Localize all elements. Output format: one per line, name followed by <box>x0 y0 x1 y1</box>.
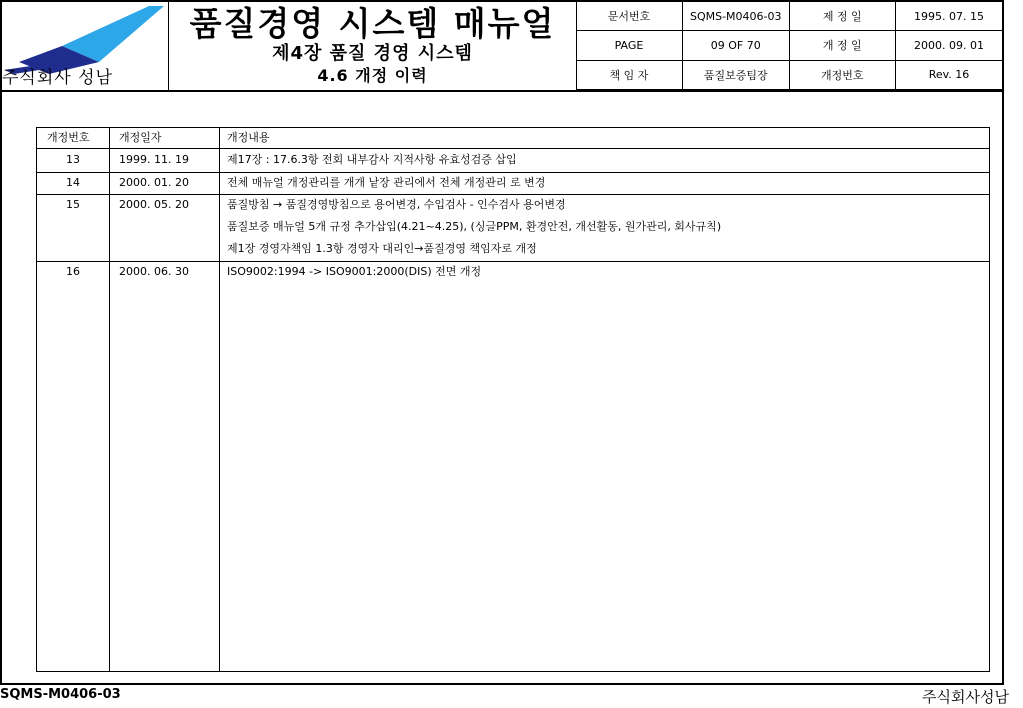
document-meta-table <box>576 2 1002 90</box>
section-title: 4.6 개정 이력 <box>317 66 428 85</box>
table-row-date: 2000. 06. 30 <box>119 265 189 278</box>
footer-doc-code: SQMS-M0406-03 <box>0 687 121 702</box>
column-header-revision-content: 개정내용 <box>227 131 270 144</box>
header-divider <box>2 90 1002 92</box>
revise-date-value: 2000. 09. 01 <box>896 31 1003 60</box>
manual-title: 품질경영 시스템 매뉴얼 <box>189 4 556 43</box>
table-row-no: 14 <box>66 176 80 189</box>
table-row-content: 제1장 경영자책임 1.3항 경영자 대리인→품질경영 책임자로 개정 <box>227 242 537 255</box>
doc-no-value: SQMS-M0406-03 <box>683 2 790 31</box>
title-cell <box>168 2 577 90</box>
revision-history-table <box>36 127 990 672</box>
issue-date-label: 제 정 일 <box>789 2 896 31</box>
table-row-content: 품질보증 매뉴얼 5개 규정 추가삽입(4.21~4.25), (싱글PPM, 환경안전, 개선활동, 원가관리, 회사규칙) <box>227 220 722 233</box>
column-divider <box>109 128 110 671</box>
table-row-content: 제17장 : 17.6.3항 전회 내부감사 지적사항 유효성검증 삽입 <box>227 153 517 166</box>
table-row-date: 2000. 01. 20 <box>119 176 189 189</box>
table-row-date: 1999. 11. 19 <box>119 153 189 166</box>
owner-value: 품질보증팀장 <box>683 60 790 89</box>
owner-label: 책 임 자 <box>576 60 683 89</box>
chapter-title: 제4장 품질 경영 시스템 <box>272 43 473 64</box>
table-row-date: 2000. 05. 20 <box>119 198 189 211</box>
revise-date-label: 개 정 일 <box>789 31 896 60</box>
column-header-revision-date: 개정일자 <box>119 131 162 144</box>
table-row-no: 13 <box>66 153 80 166</box>
document-header <box>2 2 1002 92</box>
revision-no-value: Rev. 16 <box>896 60 1003 89</box>
issue-date-value: 1995. 07. 15 <box>896 2 1003 31</box>
table-row-no: 15 <box>66 198 80 211</box>
revision-no-label: 개정번호 <box>789 60 896 89</box>
page-value: 09 OF 70 <box>683 31 790 60</box>
table-header-row <box>37 128 989 149</box>
company-logo-cell <box>2 2 167 90</box>
column-header-revision-no: 개정번호 <box>47 131 90 144</box>
column-divider <box>219 128 220 671</box>
company-name: 주식회사 성남 <box>2 68 113 88</box>
doc-no-label: 문서번호 <box>576 2 683 31</box>
table-row-content: 품질방침 → 품질경영방침으로 용어변경, 수입검사 - 인수검사 용어변경 <box>227 198 566 211</box>
table-row-content: ISO9002:1994 -> ISO9001:2000(DIS) 전면 개정 <box>227 265 482 278</box>
table-row-content: 전체 매뉴얼 개정관리를 개개 낱장 관리에서 전체 개정관리 로 변경 <box>227 176 546 189</box>
table-row-no: 16 <box>66 265 80 278</box>
page-label: PAGE <box>576 31 683 60</box>
footer-company: 주식회사성남 <box>922 688 1009 706</box>
company-logo-icon <box>4 4 164 74</box>
